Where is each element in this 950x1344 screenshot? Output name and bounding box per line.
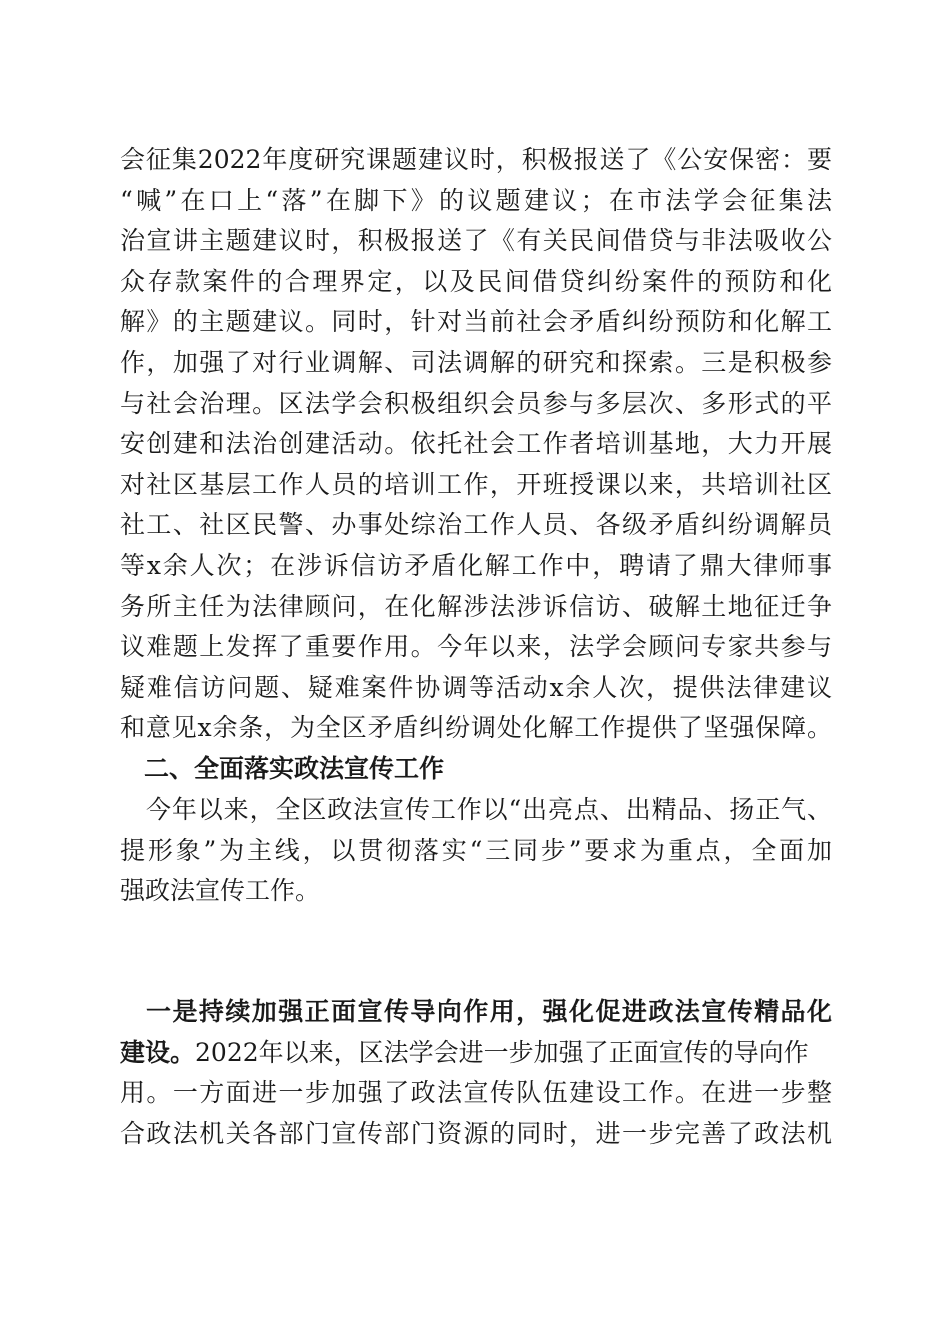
text-line: 疑难信访问题、疑难案件协调等活动x余人次，提供法律建议: [120, 672, 832, 702]
text-line: 提形象”为主线，以贯彻落实“三同步”要求为重点，全面加: [120, 835, 832, 865]
paragraph-intro: [120, 790, 832, 912]
text-line: 作，加强了对行业调解、司法调解的研究和探索。三是积极参: [120, 347, 832, 377]
bold-lead-text: 建设。: [120, 1037, 196, 1067]
text-line: [120, 1033, 832, 1074]
text-line: 和意见x余条，为全区矛盾纠纷调处化解工作提供了坚强保障。: [120, 713, 832, 743]
text-line: 会征集2022年度研究课题建议时，积极报送了《公安保密：要: [120, 145, 832, 174]
text-line: 治宣讲主题建议时，积极报送了《有关民间借贷与非法吸收公: [120, 226, 832, 256]
inline-text: 2022年以来，区法学会进一步加强了正面宣传的导向作: [195, 1037, 809, 1067]
section-heading: [120, 749, 832, 790]
text-line: 安创建和法治创建活动。依托社会工作者培训基地，大力开展: [120, 429, 832, 459]
text-line-bold: 一是持续加强正面宣传导向作用，强化促进政法宣传精品化: [146, 997, 832, 1026]
text-line: 今年以来，全区政法宣传工作以“出亮点、出精品、扬正气、: [146, 795, 832, 824]
text-line: 务所主任为法律顾问，在化解涉法涉诉信访、破解土地征迁争: [120, 591, 832, 621]
text-line: 合政法机关各部门宣传部门资源的同时，进一步完善了政法机: [120, 1118, 832, 1148]
text-line: 等x余人次；在涉诉信访矛盾化解工作中，聘请了鼎大律师事: [120, 550, 832, 580]
text-line: 强政法宣传工作。: [120, 876, 321, 906]
text-line: 解》的主题建议。同时，针对当前社会矛盾纠纷预防和化解工: [120, 307, 832, 337]
text-line: 与社会治理。区法学会积极组织会员参与多层次、多形式的平: [120, 388, 832, 418]
text-line: 用。一方面进一步加强了政法宣传队伍建设工作。在进一步整: [120, 1078, 832, 1108]
text-line: “喊”在口上“落”在脚下》的议题建议；在市法学会征集法: [120, 185, 832, 215]
text-line: 众存款案件的合理界定，以及民间借贷纠纷案件的预防和化: [120, 266, 832, 296]
text-line: 对社区基层工作人员的培训工作，开班授课以来，共培训社区: [120, 469, 832, 499]
text-line: 议难题上发挥了重要作用。今年以来，法学会顾问专家共参与: [120, 632, 832, 662]
section-heading-text: 二、全面落实政法宣传工作: [144, 754, 445, 783]
text-line: 社工、社区民警、办事处综治工作人员、各级矛盾纠纷调解员: [120, 510, 832, 540]
paragraph-point-one: [120, 992, 832, 1154]
paragraph-continued: [120, 140, 832, 749]
